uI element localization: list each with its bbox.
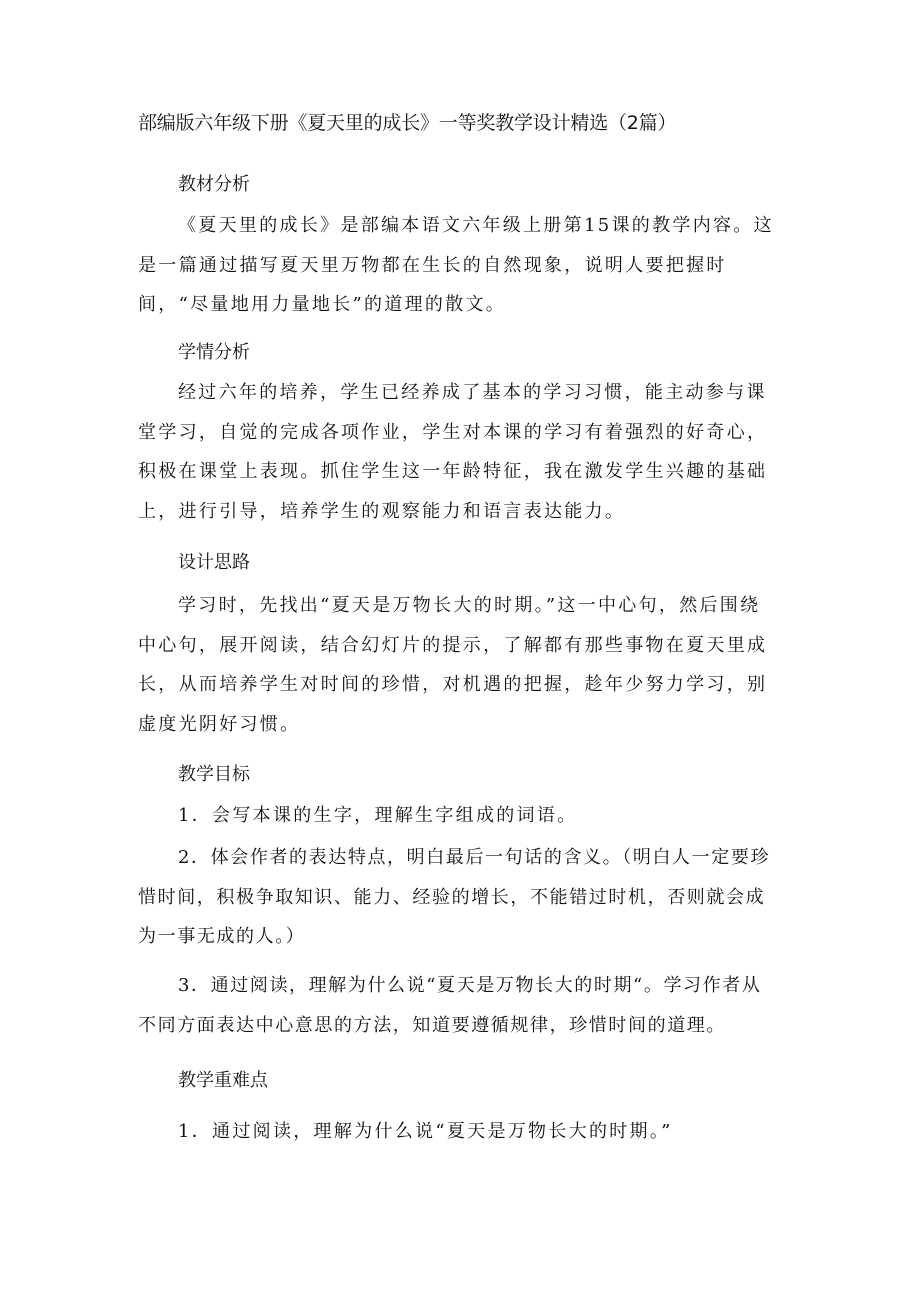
goal-item-1: 1．会写本课的生字，理解生字组成的词语。: [178, 805, 578, 826]
section-heading-teaching-goals: 教学目标: [178, 764, 250, 785]
goal-item-2: 2．体会作者的表达特点，明白最后一句话的含义。（明白人一定要珍惜时间，积极争取知识、能力、经验的增长，不能错过时机，否则就会成为一事无成的人。）: [138, 847, 771, 947]
goal-item-3: 3．通过阅读，理解为什么说“夏天是万物长大的时期“。学习作者从不同方面表达中心意思的方法，知道要遵循规律，珍惜时间的道理。: [138, 975, 762, 1036]
section-heading-textbook-analysis: 教材分析: [178, 174, 250, 195]
section-heading-design-idea: 设计思路: [178, 552, 250, 573]
key-point-item-1: 1．通过阅读，理解为什么说“夏天是万物长大的时期。”: [178, 1121, 673, 1142]
paragraph-design-idea: 学习时，先找出“夏天是万物长大的时期。”这一中心句，然后围绕中心句，展开阅读，结合幻灯片的提示，了解都有那些事物在夏天里成长，从而培养学生对时间的珍惜，对机遇的把握，趁年少努力学习，别虚度光阴好习惯。: [138, 595, 768, 735]
document-title: 部编版六年级下册《夏天里的成长》一等奖教学设计精选（2篇）: [138, 112, 677, 134]
section-heading-student-analysis: 学情分析: [178, 342, 250, 363]
section-heading-key-points: 教学重难点: [178, 1070, 268, 1091]
paragraph-student-analysis: 经过六年的培养，学生已经养成了基本的学习习惯，能主动参与课堂学习，自觉的完成各项作业，学生对本课的学习有着强烈的好奇心，积极在课堂上表现。抓住学生这一年龄特征，我在激发学生兴趣的基础上，进行引导，培养学生的观察能力和语言表达能力。: [138, 382, 768, 522]
paragraph-textbook-analysis: 《夏天里的成长》是部编本语文六年级上册第15课的教学内容。这是一篇通过描写夏天里万物都在生长的自然现象，说明人要把握时间，“尽量地用力量地长”的道理的散文。: [138, 215, 774, 315]
